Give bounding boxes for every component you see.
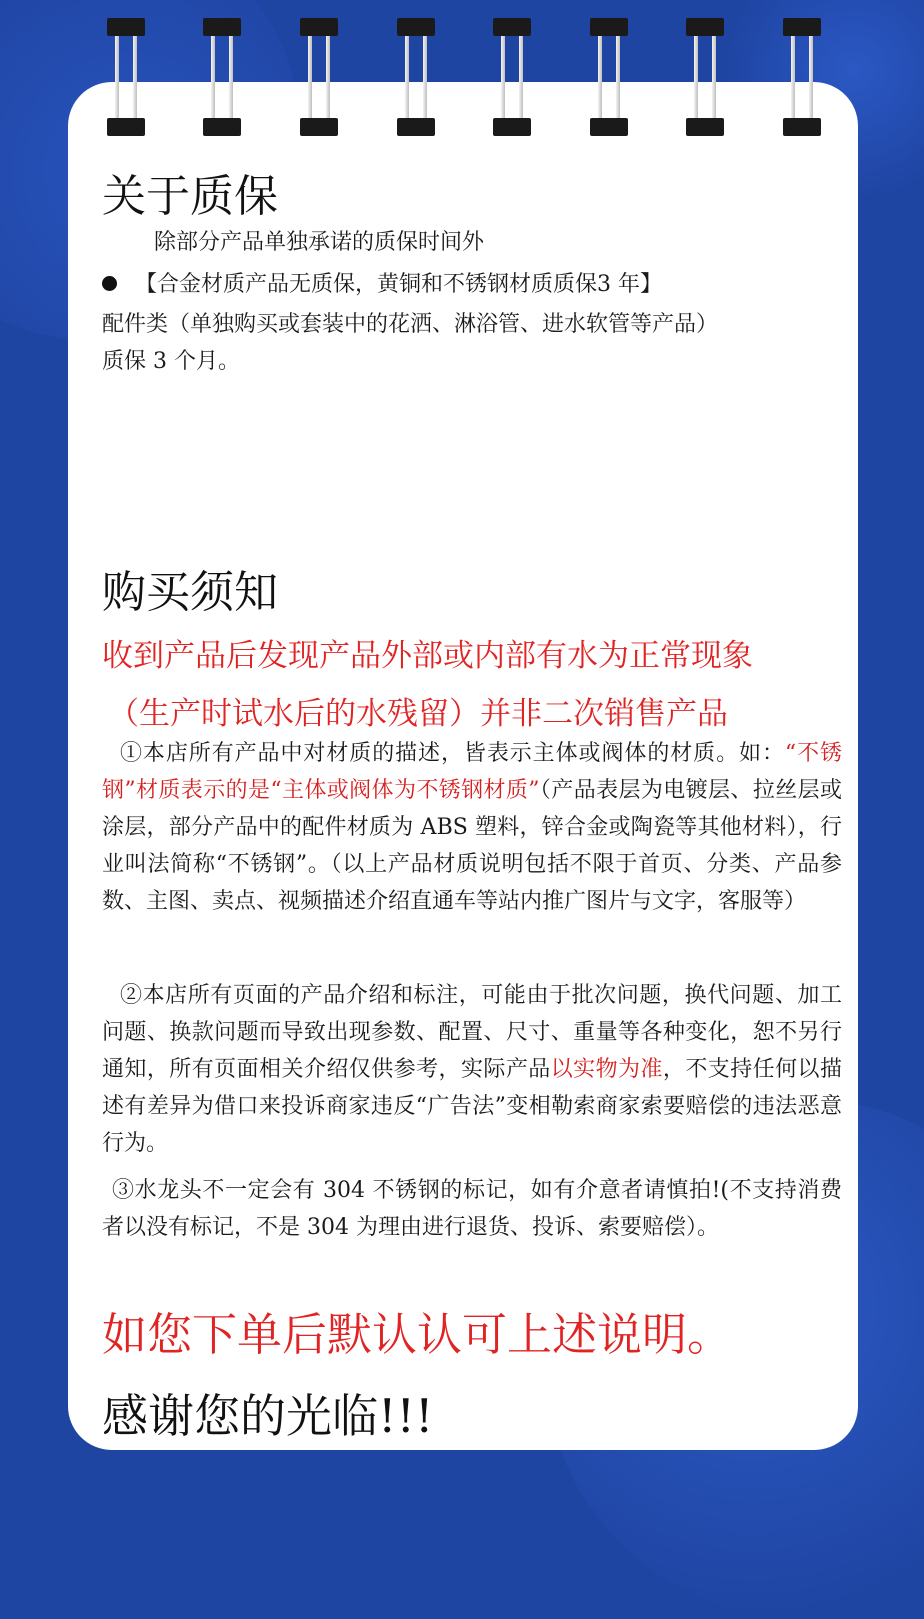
binding-ring (199, 18, 245, 138)
p2-highlight: 以实物为准 (550, 1057, 663, 1082)
p1-text-a: ①本店所有产品中对材质的描述，皆表示主体或阀体的材质。如： (120, 741, 785, 766)
purchase-paragraph-2 (102, 977, 842, 1162)
purchase-paragraph-3: ③水龙头不一定会有 304 不锈钢的标记，如有介意者请慎拍!(不支持消费者以没有标记，不是 304 为理由进行退货、投诉、索要赔偿）。 (102, 1178, 842, 1240)
binding-ring (586, 18, 632, 138)
p1-highlight: “不锈钢”材质表示的是“主体或阀体为不锈钢材质” (102, 741, 842, 803)
binding-ring (779, 18, 825, 138)
bullet-icon (102, 276, 117, 291)
binding-ring (393, 18, 439, 138)
warranty-line-2-text: 【合金材质产品无质保，黄铜和不锈钢材质质保3 年】 (135, 272, 662, 297)
binding-ring (682, 18, 728, 138)
purchase-notice-2: （生产时试水后的水残留）并非二次销售产品 (108, 696, 728, 732)
warranty-line-3: 配件类（单独购买或套装中的花洒、淋浴管、进水软管等产品） (102, 312, 719, 337)
purchase-paragraph-1 (102, 735, 842, 920)
purchase-title: 购买须知 (102, 567, 278, 618)
p2-text-a: ②本店所有页面的产品介绍和标注，可能由于批次问题，换代问题、加工问题、换款问题而导致出现参数、配置、尺寸、重量等各种变化，恕不另行通知，所有页面相关介绍仅供参考，实际产品 (102, 983, 842, 1082)
warranty-line-1: 除部分产品单独承诺的质保时间外 (154, 230, 485, 255)
warranty-line-2 (102, 266, 842, 303)
purchase-notice-1: 收到产品后发现产品外部或内部有水为正常现象 (102, 638, 753, 674)
p2-text-b: ，不支持任何以描述有差异为借口来投诉商家违反“广告法”变相勒索商家索要赔偿的违法恶意行为。 (102, 1057, 842, 1156)
binding-ring (489, 18, 535, 138)
thanks-text: 感谢您的光临!!! (102, 1389, 434, 1443)
binding-ring (296, 18, 342, 138)
closing-statement: 如您下单后默认认可上述说明。 (102, 1308, 733, 1361)
warranty-line-4: 质保 3 个月。 (102, 349, 240, 374)
binding-ring (103, 18, 149, 138)
p1-text-b: （产品表层为电镀层、拉丝层或涂层，部分产品中的配件材质为 ABS 塑料，锌合金或陶瓷等其他材料），行业叫法简称“不锈钢”。（以上产品材质说明包括不限于首页、分类、产品参数、主图、卖点、视频描述介绍直通车等站内推广图片与文字，客服等） (102, 778, 842, 914)
warranty-title: 关于质保 (102, 171, 278, 222)
